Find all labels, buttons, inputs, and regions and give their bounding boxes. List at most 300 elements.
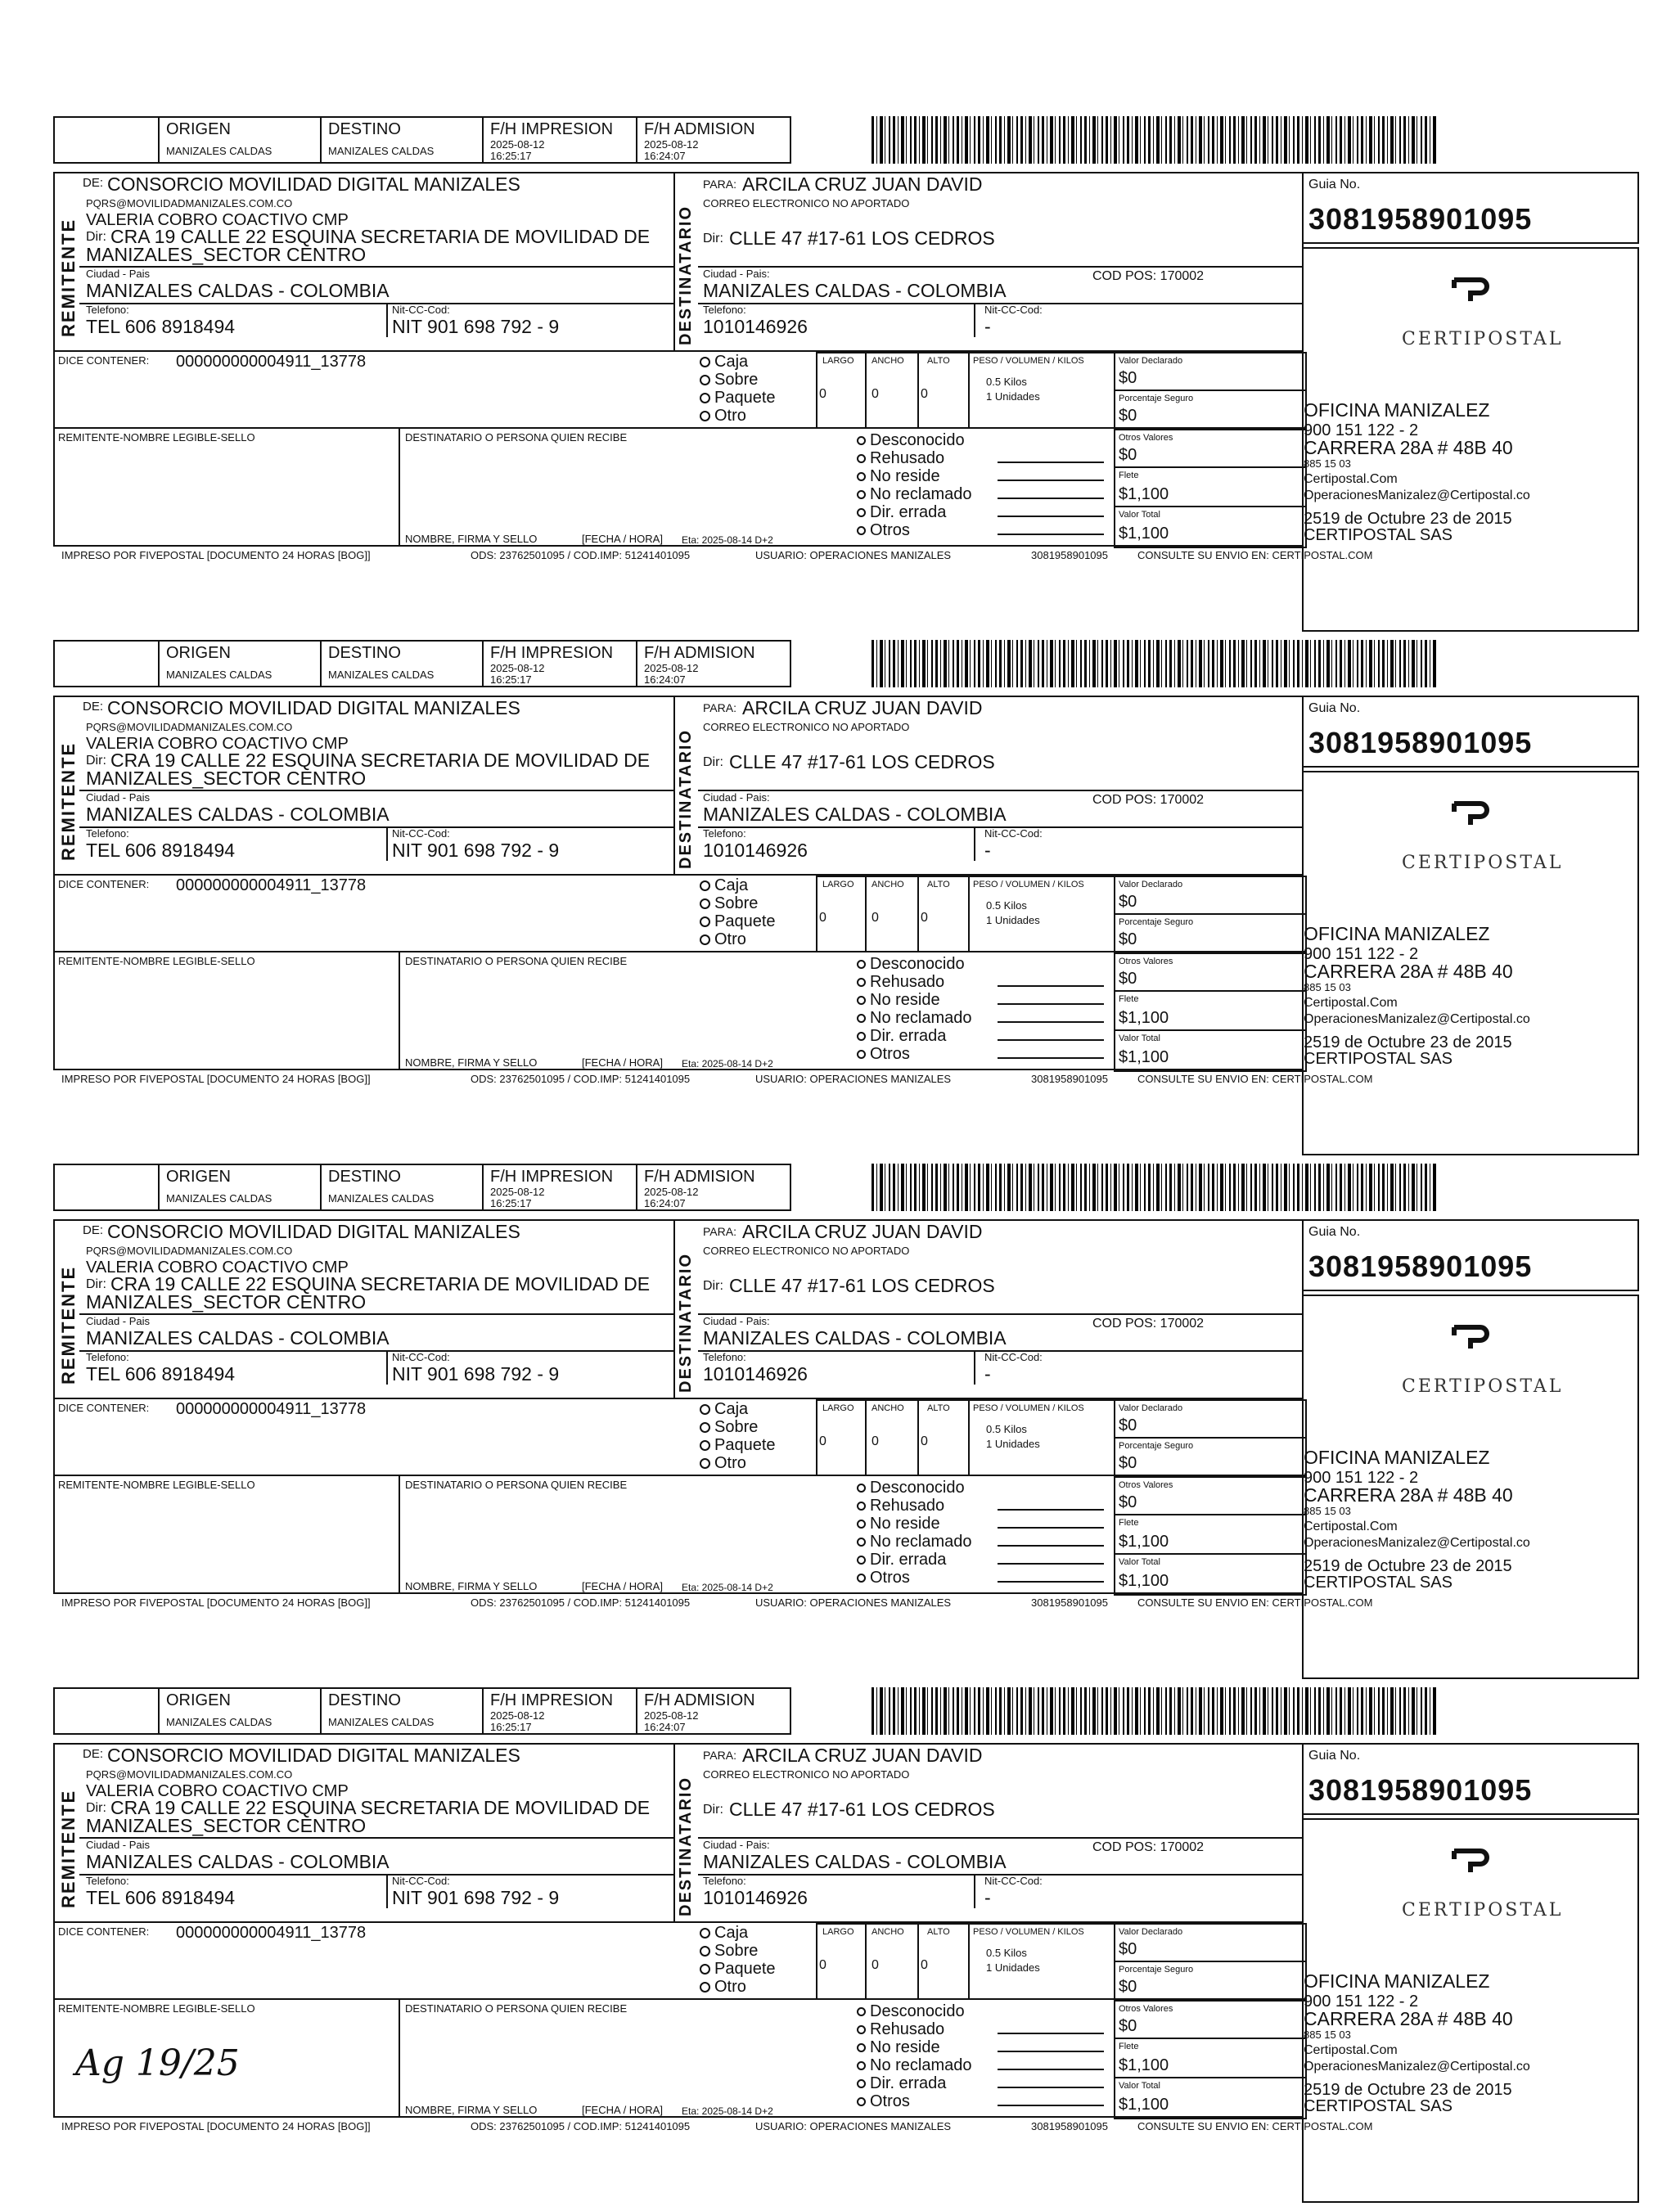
option-paquete[interactable]: [700, 1961, 776, 1977]
guia-label: Guia No.: [1308, 178, 1361, 191]
remitente-sello-label: REMITENTE-NOMBRE LEGIBLE-SELLO: [58, 431, 255, 444]
status-no-reclamado-label: No reclamado: [870, 1009, 972, 1027]
recipient-telefono-label: Telefono:: [703, 1875, 746, 1887]
option-sobre-label: Sobre: [714, 1418, 759, 1436]
destino-value: MANIZALES CALDAS: [328, 145, 435, 157]
sender-name: CONSORCIO MOVILIDAD DIGITAL MANIZALES: [107, 1745, 520, 1766]
recipient-telefono-label: Telefono:: [703, 827, 746, 840]
peso-value: 0.5 Kilos: [986, 899, 1027, 912]
guia-number: 3081958901095: [1308, 726, 1533, 759]
office-box: [1302, 247, 1639, 632]
recipient-telefono-label: Telefono:: [703, 1351, 746, 1363]
option-paquete[interactable]: [700, 913, 776, 930]
status-rehusado[interactable]: [857, 1497, 972, 1515]
certipostal-logo-icon: [1448, 272, 1490, 301]
oficina-web: Certipostal.Com: [1304, 996, 1398, 1010]
status-dir-errada-label: Dir. errada: [870, 2074, 947, 2092]
origen-label: ORIGEN: [166, 644, 231, 662]
status-otros[interactable]: [857, 522, 972, 540]
admision-label: F/H ADMISION: [644, 644, 755, 662]
header-blank-box: [53, 1164, 160, 1211]
de-prefix: DE:: [83, 1747, 104, 1761]
status-no-reside-label: No reside: [870, 2038, 940, 2056]
remitente-sello-label: REMITENTE-NOMBRE LEGIBLE-SELLO: [58, 1479, 255, 1491]
oficina-phone: 885 15 03: [1304, 2029, 1351, 2041]
sender-address-2: MANIZALES_SECTOR CENTRO: [86, 244, 367, 265]
impresion-time: 16:25:17: [490, 1197, 532, 1209]
sobre-radio[interactable]: [700, 375, 710, 385]
recipient-nit-label: Nit-CC-Cod:: [984, 304, 1043, 316]
contents-block: [53, 1921, 1304, 2000]
remitente-vertical-label: REMITENTE: [58, 741, 79, 861]
oficina-nit: 900 151 122 - 2: [1304, 945, 1419, 963]
destinatario-vertical-label: DESTINATARIO: [677, 1776, 695, 1916]
oficina-resolution: 2519 de Octubre 23 de 2015: [1304, 510, 1512, 528]
alto-label: ALTO: [927, 1403, 950, 1413]
recipient-email: CORREO ELECTRONICO NO APORTADO: [703, 721, 910, 733]
option-sobre[interactable]: [700, 1419, 776, 1435]
option-sobre[interactable]: [700, 1943, 776, 1959]
flete-cell: [1114, 1514, 1307, 1555]
peso-label: PESO / VOLUMEN / KILOS: [973, 1403, 1084, 1413]
dice-contener-value: 000000000004911_13778: [176, 353, 367, 371]
eta: Eta: 2025-08-14 D+2: [682, 534, 773, 546]
oficina-name: OFICINA MANIZALEZ: [1304, 923, 1490, 944]
status-no-reside-label: No reside: [870, 467, 940, 485]
admision-time: 16:24:07: [644, 1197, 686, 1209]
oficina-address: CARRERA 28A # 48B 40: [1304, 961, 1513, 982]
para-prefix: PARA:: [703, 1749, 736, 1762]
admision-date: 2025-08-12: [644, 662, 699, 674]
footer-usuario: USUARIO: OPERACIONES MANIZALES: [755, 549, 952, 561]
sobre-radio[interactable]: [700, 1946, 710, 1957]
caja-radio[interactable]: [700, 1404, 710, 1415]
status-dir-errada[interactable]: [857, 1551, 972, 1569]
nit-label: Nit-CC-Cod:: [392, 1875, 450, 1887]
flete-cell: [1114, 990, 1307, 1031]
option-otro[interactable]: [700, 408, 776, 424]
oficina-web: Certipostal.Com: [1304, 472, 1398, 486]
status-no-reclamado[interactable]: [857, 2057, 972, 2075]
impresion-label: F/H IMPRESION: [490, 644, 614, 662]
admision-time: 16:24:07: [644, 150, 686, 162]
option-sobre-label: Sobre: [714, 894, 759, 912]
otros-radio[interactable]: [857, 2097, 866, 2106]
impresion-box: [482, 640, 637, 687]
remitente-vertical-label: REMITENTE: [58, 1265, 79, 1385]
status-dir-errada[interactable]: [857, 2075, 972, 2093]
admision-label: F/H ADMISION: [644, 1691, 755, 1709]
ancho-cell: [865, 352, 919, 429]
nit-label: Nit-CC-Cod:: [392, 827, 450, 840]
no-reclamado-radio[interactable]: [857, 1014, 866, 1023]
status-otros-label: Otros: [870, 1045, 910, 1063]
option-caja[interactable]: [700, 877, 776, 894]
caja-radio[interactable]: [700, 880, 710, 891]
alto-value: 0: [921, 1958, 928, 1972]
status-desconocido[interactable]: [857, 432, 972, 450]
status-desconocido-label: Desconocido: [870, 2002, 965, 2020]
remitente-sello-label: REMITENTE-NOMBRE LEGIBLE-SELLO: [58, 955, 255, 967]
rehusado-radio[interactable]: [857, 454, 866, 463]
impresion-date: 2025-08-12: [490, 662, 545, 674]
footer-usuario: USUARIO: OPERACIONES MANIZALES: [755, 1073, 952, 1085]
otros-valores-cell: [1114, 429, 1307, 468]
flete: $1,100: [1119, 485, 1169, 503]
otros-radio[interactable]: [857, 1050, 866, 1059]
footer-consulte: CONSULTE SU ENVIO EN: CERTIPOSTAL.COM: [1137, 1596, 1373, 1609]
otro-radio[interactable]: [700, 934, 710, 945]
barcode: [872, 640, 1436, 687]
ancho-label: ANCHO: [872, 1403, 904, 1413]
destino-value: MANIZALES CALDAS: [328, 669, 435, 681]
peso-cell: [968, 1923, 1115, 2000]
oficina-phone: 885 15 03: [1304, 457, 1351, 470]
remitente-sello-label: REMITENTE-NOMBRE LEGIBLE-SELLO: [58, 2002, 255, 2015]
footer-impreso: IMPRESO POR FIVEPOSTAL [DOCUMENTO 24 HORAS [BOG]]: [61, 549, 371, 561]
package-type-options: [700, 353, 776, 424]
status-otros[interactable]: [857, 2093, 972, 2111]
status-otros[interactable]: [857, 1569, 972, 1587]
oficina-name: OFICINA MANIZALEZ: [1304, 1447, 1490, 1468]
oficina-address: CARRERA 28A # 48B 40: [1304, 1484, 1513, 1506]
ancho-label: ANCHO: [872, 880, 904, 889]
no-reside-radio[interactable]: [857, 996, 866, 1005]
destino-value: MANIZALES CALDAS: [328, 1716, 435, 1728]
footer-consulte: CONSULTE SU ENVIO EN: CERTIPOSTAL.COM: [1137, 2120, 1373, 2132]
cod-pos: COD POS: 170002: [1092, 793, 1205, 807]
guia-number: 3081958901095: [1308, 202, 1533, 236]
status-desconocido-label: Desconocido: [870, 955, 965, 973]
valor-total-label: Valor Total: [1119, 2081, 1160, 2091]
admision-time: 16:24:07: [644, 1721, 686, 1733]
dir-errada-radio[interactable]: [857, 1032, 866, 1041]
porcentaje: $0: [1119, 1454, 1137, 1472]
otros-radio[interactable]: [857, 526, 866, 535]
sender-contact: VALERIA COBRO COACTIVO CMP: [86, 1259, 349, 1277]
otro-radio[interactable]: [700, 411, 710, 421]
no-reside-radio[interactable]: [857, 472, 866, 481]
status-no-reside[interactable]: [857, 1515, 972, 1533]
status-dir-errada[interactable]: [857, 504, 972, 522]
rehusado-radio[interactable]: [857, 1502, 866, 1511]
recipient-address: CLLE 47 #17-61 LOS CEDROS: [729, 1799, 995, 1820]
origen-box: [158, 116, 322, 164]
dir-prefix: Dir:: [86, 1801, 106, 1815]
admision-time: 16:24:07: [644, 673, 686, 686]
sender-phone: TEL 606 8918494: [86, 316, 236, 337]
status-no-reclamado[interactable]: [857, 1010, 972, 1028]
status-no-reclamado-label: No reclamado: [870, 2056, 972, 2074]
peso-label: PESO / VOLUMEN / KILOS: [973, 1927, 1084, 1937]
status-no-reclamado[interactable]: [857, 486, 972, 504]
contents-block: [53, 1398, 1304, 1476]
oficina-web: Certipostal.Com: [1304, 1520, 1398, 1533]
logo-text: CERTIPOSTAL: [1402, 853, 1564, 873]
shipping-label: [0, 116, 1637, 640]
alto-label: ALTO: [927, 1927, 950, 1937]
flete-label: Flete: [1119, 471, 1139, 480]
telefono-label: Telefono:: [86, 827, 129, 840]
peso-label: PESO / VOLUMEN / KILOS: [973, 356, 1084, 366]
flete: $1,100: [1119, 1533, 1169, 1551]
recipient-city: MANIZALES CALDAS - COLOMBIA: [703, 1327, 1007, 1349]
recipient-block: [673, 1219, 1304, 1399]
desconocido-radio[interactable]: [857, 436, 866, 445]
unidades-value: 1 Unidades: [986, 1438, 1040, 1450]
valor-total: $1,100: [1119, 1048, 1169, 1066]
sender-nit: NIT 901 698 792 - 9: [392, 316, 560, 337]
status-dir-errada[interactable]: [857, 1028, 972, 1046]
largo-value: 0: [819, 911, 826, 925]
ancho-label: ANCHO: [872, 356, 904, 366]
recipient-address: CLLE 47 #17-61 LOS CEDROS: [729, 751, 995, 772]
valor-total-cell: [1114, 1553, 1307, 1596]
otro-radio[interactable]: [700, 1982, 710, 1993]
otros-valores-cell: [1114, 952, 1307, 992]
guia-label: Guia No.: [1308, 701, 1361, 715]
recipient-address: CLLE 47 #17-61 LOS CEDROS: [729, 227, 995, 249]
status-rehusado[interactable]: [857, 450, 972, 468]
largo-cell: [816, 1923, 867, 2000]
paquete-radio[interactable]: [700, 393, 710, 403]
admision-box: [636, 640, 791, 687]
recipient-phone: 1010146926: [703, 316, 808, 337]
peso-cell: [968, 1399, 1115, 1476]
shipping-label: [0, 640, 1637, 1164]
destino-label: DESTINO: [328, 120, 401, 138]
recipient-city: MANIZALES CALDAS - COLOMBIA: [703, 280, 1007, 301]
eta: Eta: 2025-08-14 D+2: [682, 1582, 773, 1593]
sender-address-1: CRA 19 CALLE 22 ESQUINA SECRETARIA DE MOVILIDAD DE: [110, 1797, 651, 1818]
ancho-value: 0: [872, 387, 879, 401]
caja-radio[interactable]: [700, 357, 710, 367]
valor-declarado-cell: [1114, 1399, 1307, 1439]
shipping-label: [0, 1687, 1637, 2211]
contents-block: [53, 874, 1304, 952]
alto-label: ALTO: [927, 356, 950, 366]
porcentaje-cell: [1114, 1961, 1307, 2000]
otros-valores: $0: [1119, 970, 1137, 988]
desconocido-radio[interactable]: [857, 2007, 866, 2016]
status-rehusado[interactable]: [857, 974, 972, 992]
ciudad-pais-label: Ciudad - Pais:: [703, 1839, 770, 1851]
no-reclamado-radio[interactable]: [857, 2061, 866, 2070]
dice-contener-label: DICE CONTENER:: [58, 1925, 150, 1938]
remitente-vertical-label: REMITENTE: [58, 218, 79, 337]
option-sobre[interactable]: [700, 895, 776, 912]
origen-label: ORIGEN: [166, 1168, 231, 1186]
largo-label: LARGO: [822, 1403, 854, 1413]
no-reclamado-radio[interactable]: [857, 490, 866, 499]
alto-value: 0: [921, 1434, 928, 1448]
otro-radio[interactable]: [700, 1458, 710, 1469]
paquete-radio[interactable]: [700, 916, 710, 927]
status-no-reside-label: No reside: [870, 1515, 940, 1533]
dir-errada-radio[interactable]: [857, 1556, 866, 1565]
guia-box: [1302, 1743, 1639, 1815]
destinatario-recibe-label: DESTINATARIO O PERSONA QUIEN RECIBE: [405, 955, 628, 967]
footer-ods: ODS: 23762501095 / COD.IMP: 51241401095: [471, 1596, 691, 1609]
impresion-label: F/H IMPRESION: [490, 120, 614, 138]
sobre-radio[interactable]: [700, 898, 710, 909]
sender-city: MANIZALES CALDAS - COLOMBIA: [86, 1327, 390, 1349]
impresion-time: 16:25:17: [490, 673, 532, 686]
option-paquete-label: Paquete: [714, 1436, 776, 1454]
footer-guia: 3081958901095: [1031, 1596, 1108, 1609]
oficina-nit: 900 151 122 - 2: [1304, 421, 1419, 439]
status-desconocido[interactable]: [857, 1479, 972, 1497]
sobre-radio[interactable]: [700, 1422, 710, 1433]
largo-label: LARGO: [822, 1927, 854, 1937]
logo-text: CERTIPOSTAL: [1402, 1900, 1564, 1921]
dice-contener-value: 000000000004911_13778: [176, 1400, 367, 1418]
recipient-phone: 1010146926: [703, 1363, 808, 1385]
flete-label: Flete: [1119, 994, 1139, 1004]
dice-contener-value: 000000000004911_13778: [176, 876, 367, 894]
option-otro[interactable]: [700, 931, 776, 948]
fecha-hora-label: [FECHA / HORA]: [582, 1580, 663, 1592]
paquete-radio[interactable]: [700, 1964, 710, 1975]
status-rehusado[interactable]: [857, 2021, 972, 2039]
dice-contener-label: DICE CONTENER:: [58, 878, 150, 890]
porcentaje-cell: [1114, 1437, 1307, 1476]
sender-contact: VALERIA COBRO COACTIVO CMP: [86, 211, 349, 229]
sender-address-2: MANIZALES_SECTOR CENTRO: [86, 768, 367, 789]
ciudad-label: Ciudad - Pais: [86, 791, 151, 804]
flete-label: Flete: [1119, 2042, 1139, 2051]
porcentaje: $0: [1119, 407, 1137, 425]
porcentaje-label: Porcentaje Seguro: [1119, 394, 1194, 403]
recipient-dir-prefix: Dir:: [703, 1279, 723, 1293]
alto-cell: [917, 352, 970, 429]
option-otro[interactable]: [700, 1455, 776, 1471]
recipient-city: MANIZALES CALDAS - COLOMBIA: [703, 1851, 1007, 1872]
alto-label: ALTO: [927, 880, 950, 889]
oficina-resolution: 2519 de Octubre 23 de 2015: [1304, 2081, 1512, 2099]
ancho-label: ANCHO: [872, 1927, 904, 1937]
otros-valores: $0: [1119, 2017, 1137, 2035]
status-no-reside-label: No reside: [870, 991, 940, 1009]
para-prefix: PARA:: [703, 1225, 736, 1238]
option-paquete-label: Paquete: [714, 389, 776, 407]
status-desconocido[interactable]: [857, 956, 972, 974]
sender-name: CONSORCIO MOVILIDAD DIGITAL MANIZALES: [107, 173, 520, 195]
valor-declarado-label: Valor Declarado: [1119, 1927, 1183, 1937]
rehusado-radio[interactable]: [857, 978, 866, 987]
oficina-address: CARRERA 28A # 48B 40: [1304, 2008, 1513, 2029]
recipient-name: ARCILA CRUZ JUAN DAVID: [742, 173, 983, 195]
nombre-firma-label: NOMBRE, FIRMA Y SELLO: [405, 533, 538, 545]
logo-text: CERTIPOSTAL: [1402, 329, 1564, 349]
admision-date: 2025-08-12: [644, 1186, 699, 1198]
dir-errada-radio[interactable]: [857, 2079, 866, 2088]
status-rehusado-label: Rehusado: [870, 973, 945, 991]
option-otro-label: Otro: [714, 1454, 746, 1472]
origen-label: ORIGEN: [166, 1691, 231, 1709]
option-caja[interactable]: [700, 353, 776, 370]
destinatario-vertical-label: DESTINATARIO: [677, 728, 695, 869]
desconocido-radio[interactable]: [857, 1484, 866, 1493]
recipient-city: MANIZALES CALDAS - COLOMBIA: [703, 804, 1007, 825]
no-reside-radio[interactable]: [857, 2043, 866, 2052]
no-reside-radio[interactable]: [857, 1520, 866, 1529]
status-no-reside[interactable]: [857, 468, 972, 486]
status-no-reside[interactable]: [857, 992, 972, 1010]
admision-label: F/H ADMISION: [644, 1168, 755, 1186]
office-box: [1302, 771, 1639, 1155]
certipostal-logo-icon: [1448, 1319, 1490, 1349]
option-otro[interactable]: [700, 1979, 776, 1995]
impresion-date: 2025-08-12: [490, 138, 545, 151]
status-dir-errada-label: Dir. errada: [870, 1027, 947, 1045]
oficina-phone: 885 15 03: [1304, 981, 1351, 993]
sender-phone: TEL 606 8918494: [86, 840, 236, 861]
option-caja[interactable]: [700, 1401, 776, 1417]
status-otros[interactable]: [857, 1046, 972, 1064]
rehusado-radio[interactable]: [857, 2025, 866, 2034]
option-caja-label: Caja: [714, 1400, 749, 1418]
status-no-reside[interactable]: [857, 2039, 972, 2057]
oficina-resolution: 2519 de Octubre 23 de 2015: [1304, 1557, 1512, 1575]
dir-errada-radio[interactable]: [857, 508, 866, 517]
footer-usuario: USUARIO: OPERACIONES MANIZALES: [755, 1596, 952, 1609]
sender-contact: VALERIA COBRO COACTIVO CMP: [86, 735, 349, 753]
sender-name: CONSORCIO MOVILIDAD DIGITAL MANIZALES: [107, 1221, 520, 1242]
status-otros-label: Otros: [870, 521, 910, 539]
footer-impreso: IMPRESO POR FIVEPOSTAL [DOCUMENTO 24 HORAS [BOG]]: [61, 1596, 371, 1609]
option-sobre[interactable]: [700, 372, 776, 388]
destino-box: [320, 1164, 484, 1211]
otros-radio[interactable]: [857, 1574, 866, 1583]
status-no-reclamado[interactable]: [857, 1533, 972, 1551]
option-caja[interactable]: [700, 1925, 776, 1941]
eta: Eta: 2025-08-14 D+2: [682, 1058, 773, 1069]
paquete-radio[interactable]: [700, 1440, 710, 1451]
status-desconocido[interactable]: [857, 2003, 972, 2021]
cod-pos: COD POS: 170002: [1092, 1840, 1205, 1854]
option-paquete-label: Paquete: [714, 912, 776, 930]
package-type-options: [700, 877, 776, 948]
dir-prefix: Dir:: [86, 754, 106, 768]
valor-total: $1,100: [1119, 1572, 1169, 1590]
option-paquete[interactable]: [700, 390, 776, 406]
sender-contact: VALERIA COBRO COACTIVO CMP: [86, 1782, 349, 1800]
dice-contener-label: DICE CONTENER:: [58, 1402, 150, 1414]
office-box: [1302, 1818, 1639, 2203]
footer-consulte: CONSULTE SU ENVIO EN: CERTIPOSTAL.COM: [1137, 1073, 1373, 1085]
desconocido-radio[interactable]: [857, 960, 866, 969]
admision-box: [636, 1687, 791, 1735]
impresion-box: [482, 116, 637, 164]
sender-address-1: CRA 19 CALLE 22 ESQUINA SECRETARIA DE MOVILIDAD DE: [110, 226, 651, 247]
valor-declarado-cell: [1114, 1923, 1307, 1962]
sender-nit: NIT 901 698 792 - 9: [392, 1887, 560, 1908]
oficina-company: CERTIPOSTAL SAS: [1304, 2097, 1453, 2115]
dir-prefix: Dir:: [86, 1277, 106, 1291]
alto-cell: [917, 1399, 970, 1476]
caja-radio[interactable]: [700, 1928, 710, 1939]
contents-block: [53, 350, 1304, 429]
valor-total-label: Valor Total: [1119, 510, 1160, 520]
no-reclamado-radio[interactable]: [857, 1538, 866, 1547]
valor-declarado: $0: [1119, 1416, 1137, 1434]
otros-valores-label: Otros Valores: [1119, 2004, 1173, 2014]
dice-contener-label: DICE CONTENER:: [58, 354, 150, 367]
largo-cell: [816, 1399, 867, 1476]
option-paquete[interactable]: [700, 1437, 776, 1453]
guia-label: Guia No.: [1308, 1749, 1361, 1763]
